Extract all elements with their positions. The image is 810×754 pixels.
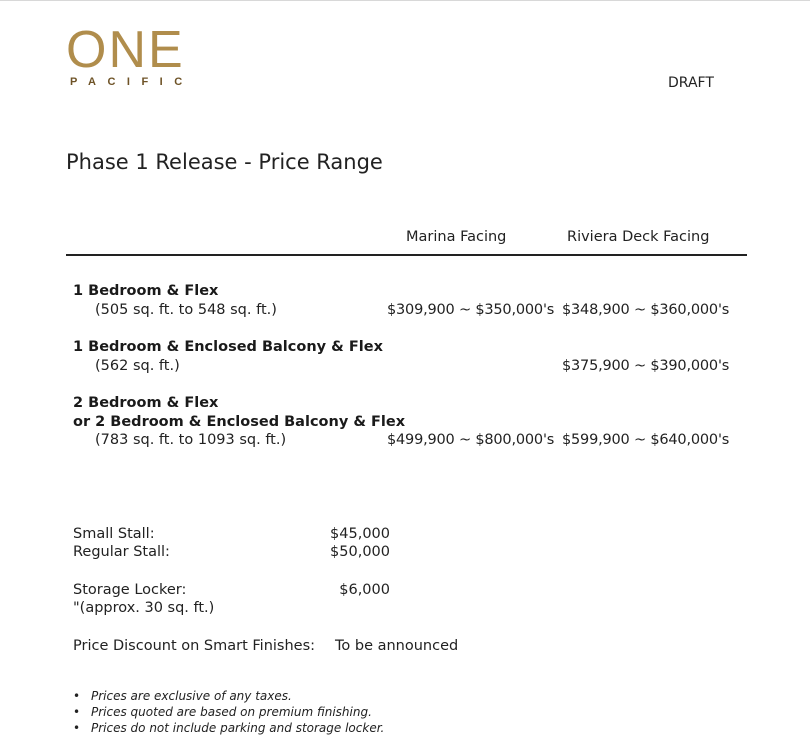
unit-name: 1 Bedroom & Enclosed Balcony & Flex [73, 339, 383, 355]
column-header-riviera: Riviera Deck Facing [567, 229, 710, 245]
logo-subtitle: PACIFIC [70, 76, 194, 88]
unit-size: (783 sq. ft. to 1093 sq. ft.) [95, 432, 287, 448]
unit-size: (562 sq. ft.) [95, 358, 180, 374]
bullet-icon: • [73, 705, 81, 719]
top-border [0, 0, 810, 1]
disclaimer-item [73, 720, 384, 736]
page-title: Phase 1 Release - Price Range [66, 150, 383, 174]
marina-price: $499,900 ~ $800,000's [387, 432, 555, 448]
smart-finishes-value: To be announced [335, 638, 459, 654]
storage-locker-label: Storage Locker: [73, 582, 187, 598]
smart-finishes-label: Price Discount on Smart Finishes: [73, 638, 316, 654]
disclaimer-text: Prices do not include parking and storage locker. [91, 721, 385, 735]
unit-name: 2 Bedroom & Flex [73, 395, 219, 411]
bullet-icon: • [73, 689, 81, 703]
disclaimer-text: Prices are exclusive of any taxes. [91, 689, 292, 703]
draft-label: DRAFT [668, 75, 714, 91]
bullet-icon: • [73, 721, 81, 735]
disclaimer-item [73, 688, 384, 704]
marina-price: $309,900 ~ $350,000's [387, 302, 555, 318]
disclaimer-item [73, 704, 384, 720]
disclaimer-text: Prices quoted are based on premium finishing. [91, 705, 372, 719]
riviera-price: $599,900 ~ $640,000's [562, 432, 730, 448]
unit-name: 1 Bedroom & Flex [73, 283, 219, 299]
riviera-price: $348,900 ~ $360,000's [562, 302, 730, 318]
regular-stall-price: $50,000 [330, 544, 390, 560]
storage-locker-price: $6,000 [339, 582, 390, 598]
regular-stall-label: Regular Stall: [73, 544, 170, 560]
header-divider [66, 254, 747, 256]
one-pacific-logo [66, 21, 216, 88]
small-stall-price: $45,000 [330, 526, 390, 542]
unit-size: (505 sq. ft. to 548 sq. ft.) [95, 302, 277, 318]
unit-name-alt: or 2 Bedroom & Enclosed Balcony & Flex [73, 414, 406, 430]
storage-locker-size: "(approx. 30 sq. ft.) [73, 600, 215, 616]
riviera-price: $375,900 ~ $390,000's [562, 358, 730, 374]
column-header-marina: Marina Facing [406, 229, 507, 245]
small-stall-label: Small Stall: [73, 526, 155, 542]
logo-wordmark: ONE [66, 21, 185, 79]
disclaimer-list [73, 688, 384, 736]
